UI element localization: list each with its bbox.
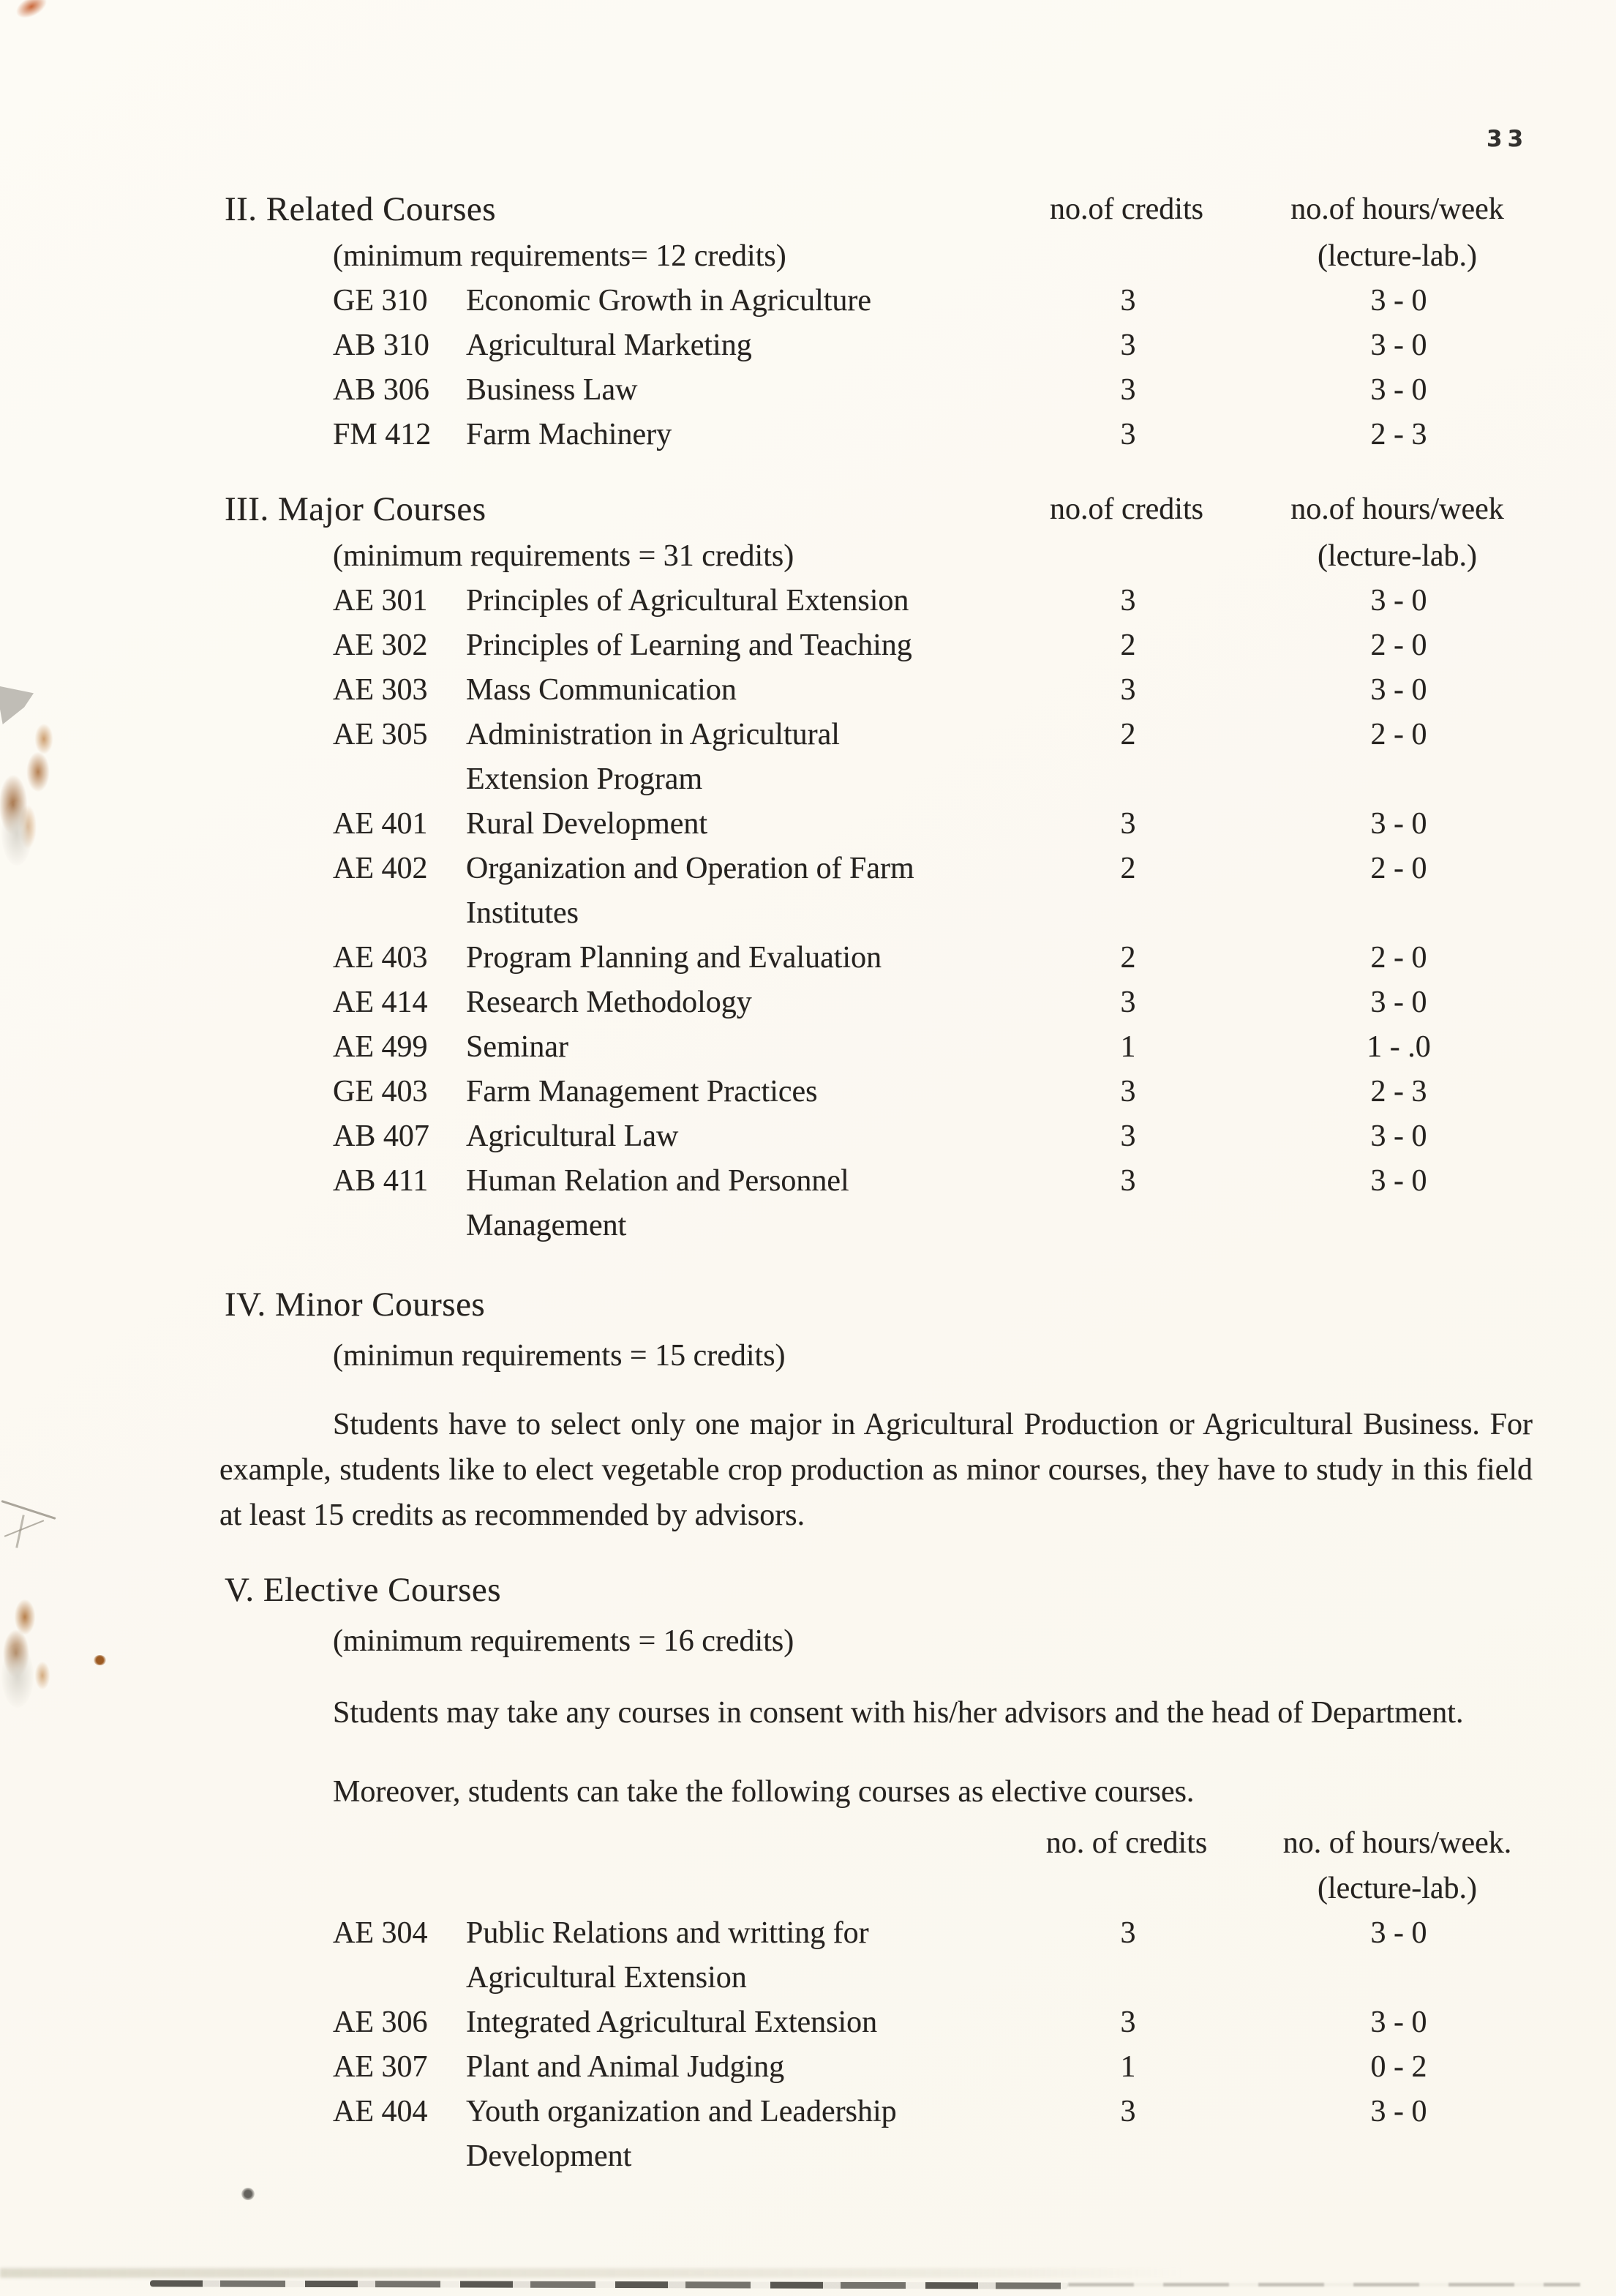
- course-credits: 3: [1120, 284, 1136, 318]
- course-hours: 2 - 0: [1370, 852, 1427, 885]
- course-title: Program Planning and Evaluation: [466, 941, 882, 975]
- course-hours: 3 - 0: [1370, 986, 1427, 1019]
- section-subheader-row: [225, 233, 1616, 279]
- minimum-requirements: (minimum requirements= 12 credits): [333, 239, 786, 273]
- table-row: [333, 1070, 1616, 1114]
- course-hours: 3 - 0: [1370, 584, 1427, 618]
- course-hours: 3 - 0: [1370, 1164, 1427, 1198]
- elective-paragraph-2: Moreover, students can take the following courses as elective courses.: [333, 1775, 1195, 1809]
- course-title: Organization and Operation of Farm: [466, 852, 914, 885]
- section-title: II. Related Courses: [225, 190, 497, 228]
- table-row: [333, 368, 1616, 413]
- course-hours: 3 - 0: [1370, 807, 1427, 841]
- table-row: [333, 413, 1616, 457]
- section-title: IV. Minor Courses: [225, 1286, 486, 1324]
- course-hours: 3 - 0: [1370, 329, 1427, 362]
- course-credits: 3: [1120, 2006, 1136, 2039]
- hours-column-header: no.of hours/week: [1290, 192, 1504, 226]
- course-code: AB 310: [333, 329, 429, 362]
- course-title-continuation: Extension Program: [466, 762, 703, 796]
- course-credits: 3: [1120, 584, 1136, 618]
- section-header-row: [225, 485, 1616, 534]
- table-row: [333, 323, 1616, 368]
- course-hours: 2 - 0: [1370, 629, 1427, 662]
- course-code: AE 404: [333, 2095, 428, 2128]
- table-row-continuation: [333, 891, 1616, 936]
- course-code: AB 407: [333, 1119, 429, 1153]
- lecture-lab-label: (lecture-lab.): [1317, 239, 1478, 273]
- course-credits: 2: [1120, 718, 1136, 751]
- course-code: AB 411: [333, 1164, 429, 1198]
- minimum-requirements: (minimun requirements = 15 credits): [333, 1339, 786, 1373]
- table-row: [333, 2090, 1616, 2134]
- course-hours: 1 - .0: [1367, 1030, 1431, 1064]
- table-row: [333, 579, 1616, 623]
- course-title-continuation: Institutes: [466, 896, 579, 930]
- scan-stain: [12, 0, 51, 23]
- page-number: 33: [1487, 126, 1529, 152]
- course-credits: 2: [1120, 941, 1136, 975]
- section-subheader-row: [225, 1618, 1616, 1664]
- course-title: Rural Development: [466, 807, 708, 841]
- course-hours: 3 - 0: [1370, 284, 1427, 318]
- course-title: Business Law: [466, 373, 638, 407]
- section-major-courses: [0, 485, 1616, 1248]
- course-title: Integrated Agricultural Extension: [466, 2006, 878, 2039]
- table-row-continuation: [333, 2134, 1616, 2179]
- scan-edge-artifact: [1068, 2283, 1580, 2286]
- table-row: [333, 279, 1616, 323]
- course-credits: 1: [1120, 1030, 1136, 1064]
- course-title-continuation: Management: [466, 1209, 627, 1242]
- course-title: Public Relations and writting for: [466, 1916, 869, 1950]
- scan-smudge: [0, 2268, 1185, 2278]
- course-credits: 3: [1120, 673, 1136, 707]
- course-title: Seminar: [466, 1030, 568, 1064]
- course-hours: 3 - 0: [1370, 373, 1427, 407]
- course-hours: 3 - 0: [1370, 1119, 1427, 1153]
- course-hours: 0 - 2: [1370, 2050, 1427, 2084]
- section-related-courses: [0, 185, 1616, 457]
- course-title-continuation: Agricultural Extension: [466, 1961, 747, 1995]
- course-title: Agricultural Marketing: [466, 329, 752, 362]
- credits-column-header: no.of credits: [1050, 492, 1203, 526]
- course-title: Agricultural Law: [466, 1119, 679, 1153]
- section-minor-courses: [0, 1280, 1616, 1569]
- elective-columns-header-row: [225, 1820, 1616, 1866]
- course-title: Youth organization and Leadership: [466, 2095, 897, 2128]
- course-credits: 3: [1120, 2095, 1136, 2128]
- lecture-lab-label: (lecture-lab.): [1317, 1872, 1478, 1905]
- section-title: III. Major Courses: [225, 490, 486, 528]
- section-header-row: [225, 185, 1616, 233]
- course-code: GE 403: [333, 1075, 428, 1108]
- course-credits: 3: [1120, 1916, 1136, 1950]
- course-title: Economic Growth in Agriculture: [466, 284, 872, 318]
- table-row: [333, 668, 1616, 713]
- section-title: V. Elective Courses: [225, 1571, 502, 1609]
- table-row-continuation: [333, 1956, 1616, 2000]
- course-code: AE 414: [333, 986, 428, 1019]
- table-row: [333, 936, 1616, 980]
- course-title: Research Methodology: [466, 986, 752, 1019]
- course-code: AE 304: [333, 1916, 428, 1950]
- hours-column-header: no.of hours/week: [1290, 492, 1504, 526]
- course-title: Plant and Animal Judging: [466, 2050, 785, 2084]
- minimum-requirements: (minimum requirements = 31 credits): [333, 539, 794, 573]
- course-code: AE 301: [333, 584, 428, 618]
- course-code: AB 306: [333, 373, 429, 407]
- course-code: AE 302: [333, 629, 428, 662]
- course-title: Principles of Agricultural Extension: [466, 584, 909, 618]
- section-header-row: [225, 1566, 1616, 1614]
- course-title: Farm Management Practices: [466, 1075, 818, 1108]
- course-credits: 3: [1120, 1119, 1136, 1153]
- course-code: AE 499: [333, 1030, 428, 1064]
- section-subheader-row: [225, 1333, 1616, 1378]
- course-code: AE 305: [333, 718, 428, 751]
- credits-column-header: no.of credits: [1050, 192, 1203, 226]
- table-row: [333, 1911, 1616, 1956]
- course-hours: 2 - 0: [1370, 941, 1427, 975]
- course-credits: 3: [1120, 1164, 1136, 1198]
- course-code: AE 403: [333, 941, 428, 975]
- course-code: GE 310: [333, 284, 428, 318]
- hours-column-header: no. of hours/week.: [1282, 1826, 1512, 1860]
- lecture-lab-row: [225, 1866, 1616, 1911]
- course-hours: 3 - 0: [1370, 673, 1427, 707]
- table-row-continuation: [333, 1204, 1616, 1248]
- minimum-requirements: (minimum requirements = 16 credits): [333, 1624, 794, 1658]
- course-code: AE 402: [333, 852, 428, 885]
- course-hours: 2 - 3: [1370, 418, 1427, 451]
- table-row: [333, 713, 1616, 757]
- table-row: [333, 802, 1616, 847]
- scan-edge-artifact: [150, 2280, 1068, 2289]
- table-row: [333, 2000, 1616, 2045]
- section-subheader-row: [225, 534, 1616, 579]
- credits-column-header: no. of credits: [1045, 1826, 1208, 1860]
- course-credits: 2: [1120, 629, 1136, 662]
- lecture-lab-label: (lecture-lab.): [1317, 539, 1478, 573]
- table-row: [333, 623, 1616, 668]
- table-row-continuation: [333, 757, 1616, 802]
- course-code: AE 303: [333, 673, 428, 707]
- course-code: AE 307: [333, 2050, 428, 2084]
- course-title: Mass Communication: [466, 673, 737, 707]
- course-hours: 2 - 3: [1370, 1075, 1427, 1108]
- course-code: AE 401: [333, 807, 428, 841]
- course-credits: 3: [1120, 807, 1136, 841]
- course-code: FM 412: [333, 418, 432, 451]
- section-header-row: [225, 1280, 1616, 1329]
- section-elective-courses: [0, 1566, 1616, 2179]
- elective-paragraph-1: Students may take any courses in consent with his/her advisors and the head of Department.: [333, 1696, 1464, 1730]
- table-row: [333, 2045, 1616, 2090]
- course-title: Administration in Agricultural: [466, 718, 840, 751]
- course-credits: 3: [1120, 373, 1136, 407]
- course-credits: 2: [1120, 852, 1136, 885]
- course-hours: 3 - 0: [1370, 2095, 1427, 2128]
- course-credits: 3: [1120, 418, 1136, 451]
- table-row: [333, 1159, 1616, 1204]
- course-credits: 1: [1120, 2050, 1136, 2084]
- course-credits: 3: [1120, 986, 1136, 1019]
- course-title: Human Relation and Personnel: [466, 1164, 849, 1198]
- course-hours: 3 - 0: [1370, 1916, 1427, 1950]
- table-row: [333, 1025, 1616, 1070]
- minor-courses-paragraph: Students have to select only one major in Agricultural Production or Agricultural Business. For example, students like to elect vegetable crop production as minor courses, they have to study in this field at least 15 credits as recommended by advisors.: [219, 1408, 1533, 1532]
- course-credits: 3: [1120, 1075, 1136, 1108]
- table-row: [333, 847, 1616, 891]
- course-title: Farm Machinery: [466, 418, 672, 451]
- course-title-continuation: Development: [466, 2139, 632, 2173]
- course-hours: 2 - 0: [1370, 718, 1427, 751]
- course-code: AE 306: [333, 2006, 428, 2039]
- course-credits: 3: [1120, 329, 1136, 362]
- course-title: Principles of Learning and Teaching: [466, 629, 912, 662]
- course-hours: 3 - 0: [1370, 2006, 1427, 2039]
- table-row: [333, 980, 1616, 1025]
- table-row: [333, 1114, 1616, 1159]
- scan-stain: [241, 2188, 255, 2200]
